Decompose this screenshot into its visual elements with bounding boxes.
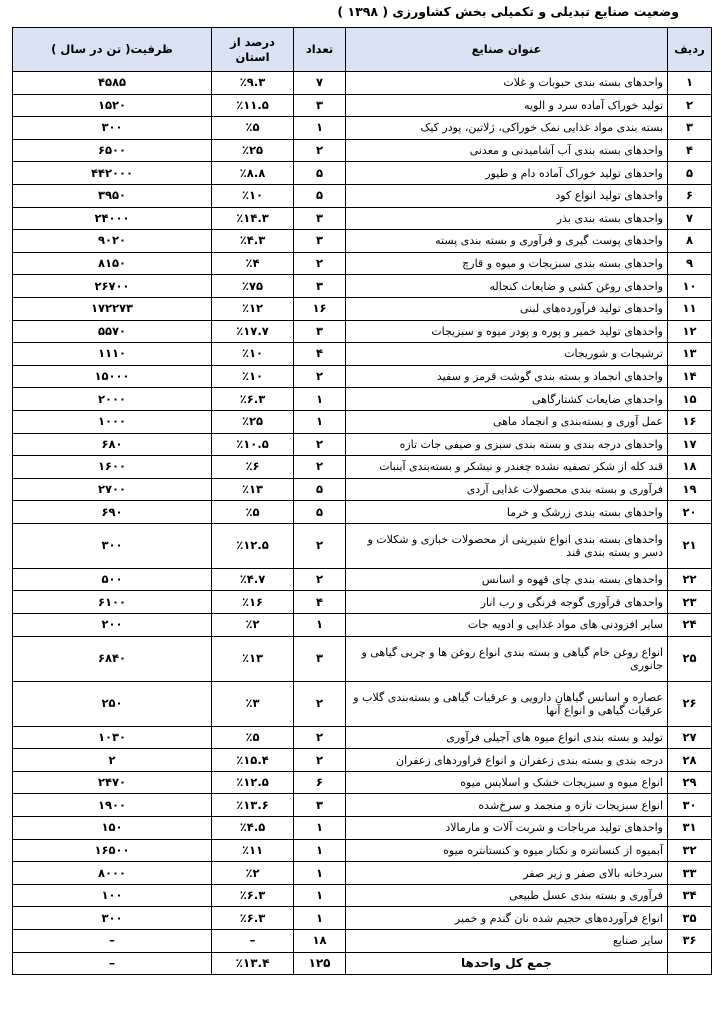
row-number-cell: ۱۹ — [668, 478, 712, 501]
percent-cell: ٪۱۲ — [212, 297, 294, 320]
count-cell: ۳ — [294, 636, 346, 681]
total-count-cell: ۱۲۵ — [294, 952, 346, 975]
table-row — [13, 884, 712, 907]
percent-cell: ٪۱۳ — [212, 636, 294, 681]
percent-cell: ٪۴ — [212, 252, 294, 275]
count-cell: ۱ — [294, 907, 346, 930]
capacity-cell: ۶۵۰۰ — [13, 139, 212, 162]
percent-cell: ٪۴.۳ — [212, 230, 294, 253]
count-cell: ۴ — [294, 591, 346, 614]
table-row — [13, 523, 712, 568]
table-row — [13, 456, 712, 479]
row-number-cell: ۳۳ — [668, 862, 712, 885]
industry-name-cell: واحدهای بسته بندی سبزیجات و میوه و قارچ — [346, 252, 668, 275]
percent-cell: ٪۶.۳ — [212, 388, 294, 411]
capacity-cell: ۳۹۵۰ — [13, 184, 212, 207]
percent-cell: ٪۵ — [212, 501, 294, 524]
industry-name-cell: واحدهای بسته بندی آب آشامیدنی و معدنی — [346, 139, 668, 162]
percent-cell: ٪۲ — [212, 614, 294, 637]
industry-name-cell: انواع روغن خام گیاهی و بسته بندی انواع روغن ها و چربی گیاهی و جانوری — [346, 636, 668, 681]
percent-cell: ٪۱۳.۶ — [212, 794, 294, 817]
capacity-cell: ۶۱۰۰ — [13, 591, 212, 614]
table-row — [13, 343, 712, 366]
table-row — [13, 230, 712, 253]
capacity-cell: ۱۷۲۲۷۳ — [13, 297, 212, 320]
count-cell: ۳ — [294, 275, 346, 298]
table-row — [13, 184, 712, 207]
capacity-cell: ۲۴۷۰ — [13, 771, 212, 794]
percent-cell: ٪۷۵ — [212, 275, 294, 298]
table-row — [13, 117, 712, 140]
industry-name-cell: ترشیجات و شوریجات — [346, 343, 668, 366]
industry-name-cell: سردخانه بالای صفر و زیر صفر — [346, 862, 668, 885]
percent-cell: ٪۱۴.۳ — [212, 207, 294, 230]
capacity-cell: ۵۰۰ — [13, 568, 212, 591]
count-cell: ۱ — [294, 410, 346, 433]
capacity-cell: ۱۰۰۰ — [13, 410, 212, 433]
row-number-cell: ۸ — [668, 230, 712, 253]
count-cell: ۲ — [294, 568, 346, 591]
total-capacity-cell: – — [13, 952, 212, 975]
count-cell: ۱ — [294, 839, 346, 862]
industry-name-cell: واحدهای بسته بندی زرشک و خرما — [346, 501, 668, 524]
header-row-number: ردیف — [668, 28, 712, 72]
table-row — [13, 388, 712, 411]
row-number-cell: ۲۱ — [668, 523, 712, 568]
table-row — [13, 930, 712, 953]
industry-name-cell: سایر افزودنی های مواد غذایی و ادویه جات — [346, 614, 668, 637]
row-number-cell: ۳۵ — [668, 907, 712, 930]
row-number-cell: ۳۴ — [668, 884, 712, 907]
capacity-cell: ۱۹۰۰ — [13, 794, 212, 817]
capacity-cell: ۸۱۵۰ — [13, 252, 212, 275]
row-number-cell: ۲۸ — [668, 749, 712, 772]
table-row — [13, 365, 712, 388]
count-cell: ۱ — [294, 884, 346, 907]
table-row — [13, 139, 712, 162]
capacity-cell: ۶۸۰ — [13, 433, 212, 456]
row-number-cell: ۱ — [668, 72, 712, 95]
table-row — [13, 862, 712, 885]
count-cell: ۳ — [294, 794, 346, 817]
count-cell: ۱ — [294, 388, 346, 411]
row-number-cell: ۱۳ — [668, 343, 712, 366]
table-row — [13, 726, 712, 749]
row-number-cell: ۳ — [668, 117, 712, 140]
count-cell: ۵ — [294, 184, 346, 207]
industry-name-cell: واحدهای تولید خمیر و پوره و پودر میوه و سبزیجات — [346, 320, 668, 343]
table-row — [13, 320, 712, 343]
count-cell: ۷ — [294, 72, 346, 95]
industry-name-cell: بسته بندی مواد غذایی نمک خوراکی، ژلاتین، پودر کیک — [346, 117, 668, 140]
row-number-cell: ۷ — [668, 207, 712, 230]
count-cell: ۲ — [294, 456, 346, 479]
capacity-cell: ۳۰۰ — [13, 117, 212, 140]
header-count: تعداد — [294, 28, 346, 72]
capacity-cell: ۱۰۳۰ — [13, 726, 212, 749]
row-number-cell: ۲۵ — [668, 636, 712, 681]
row-number-cell: ۲۶ — [668, 681, 712, 726]
percent-cell: ٪۵ — [212, 726, 294, 749]
count-cell: ۱ — [294, 117, 346, 140]
capacity-cell: ۲۵۰ — [13, 681, 212, 726]
industry-name-cell: واحدهای روغن کشی و ضایعات کنجاله — [346, 275, 668, 298]
percent-cell: ٪۱۰ — [212, 365, 294, 388]
industry-name-cell: واحدهای تولید فرآورده‌های لبنی — [346, 297, 668, 320]
count-cell: ۵ — [294, 501, 346, 524]
industry-name-cell: واحدهای درجه بندی و بسته بندی سبزی و صیفی جات تازه — [346, 433, 668, 456]
table-row — [13, 681, 712, 726]
row-number-cell: ۱۱ — [668, 297, 712, 320]
percent-cell: ٪۲۵ — [212, 410, 294, 433]
table-row — [13, 433, 712, 456]
table-row — [13, 94, 712, 117]
percent-cell: ٪۱۰ — [212, 184, 294, 207]
table-row — [13, 614, 712, 637]
percent-cell: ٪۱۷.۷ — [212, 320, 294, 343]
row-number-cell: ۲۷ — [668, 726, 712, 749]
industry-name-cell: سایر صنایع — [346, 930, 668, 953]
count-cell: ۱ — [294, 614, 346, 637]
industry-name-cell: واحدهای بسته بندی چای قهوه و اسانس — [346, 568, 668, 591]
capacity-cell: ۱۰۰ — [13, 884, 212, 907]
percent-cell: ٪۹.۳ — [212, 72, 294, 95]
table-row — [13, 410, 712, 433]
capacity-cell: ۳۰۰ — [13, 907, 212, 930]
capacity-cell: ۲۷۰۰ — [13, 478, 212, 501]
table-row — [13, 794, 712, 817]
count-cell: ۲ — [294, 252, 346, 275]
table-header-row — [13, 28, 712, 72]
percent-cell: ٪۱۰.۵ — [212, 433, 294, 456]
count-cell: ۵ — [294, 478, 346, 501]
total-row-number-cell — [668, 952, 712, 975]
table-row — [13, 771, 712, 794]
industry-name-cell: واحدهای ضایعات کشتارگاهی — [346, 388, 668, 411]
row-number-cell: ۶ — [668, 184, 712, 207]
table-row — [13, 501, 712, 524]
industries-table — [12, 27, 712, 975]
percent-cell: ٪۳ — [212, 681, 294, 726]
total-row — [13, 952, 712, 975]
table-body — [13, 72, 712, 975]
percent-cell: ٪۱۲.۵ — [212, 523, 294, 568]
industry-name-cell: واحدهای تولید مرباجات و شربت آلات و مارمالاد — [346, 817, 668, 840]
table-row — [13, 839, 712, 862]
row-number-cell: ۴ — [668, 139, 712, 162]
capacity-cell: ۲ — [13, 749, 212, 772]
industry-name-cell: واحدهای انجماد و بسته بندی گوشت قرمز و سفید — [346, 365, 668, 388]
table-row — [13, 907, 712, 930]
percent-cell: ٪۶ — [212, 456, 294, 479]
table-row — [13, 749, 712, 772]
percent-cell: ٪۱۵.۴ — [212, 749, 294, 772]
percent-cell: ٪۴.۷ — [212, 568, 294, 591]
row-number-cell: ۲۹ — [668, 771, 712, 794]
count-cell: ۳ — [294, 320, 346, 343]
row-number-cell: ۳۱ — [668, 817, 712, 840]
industry-name-cell: فرآوری و بسته بندی محصولات غذایی آردی — [346, 478, 668, 501]
row-number-cell: ۱۸ — [668, 456, 712, 479]
count-cell: ۲ — [294, 749, 346, 772]
percent-cell: – — [212, 930, 294, 953]
table-row — [13, 252, 712, 275]
capacity-cell: ۱۵۲۰ — [13, 94, 212, 117]
industry-name-cell: عمل آوری و بسته‌بندی و انجماد ماهی — [346, 410, 668, 433]
percent-cell: ٪۸.۸ — [212, 162, 294, 185]
percent-cell: ٪۶.۳ — [212, 884, 294, 907]
count-cell: ۲ — [294, 365, 346, 388]
industry-name-cell: واحدهای تولید انواع کود — [346, 184, 668, 207]
count-cell: ۴ — [294, 343, 346, 366]
row-number-cell: ۱۵ — [668, 388, 712, 411]
table-row — [13, 275, 712, 298]
percent-cell: ٪۲ — [212, 862, 294, 885]
count-cell: ۲ — [294, 523, 346, 568]
table-row — [13, 636, 712, 681]
industry-name-cell: واحدهای بسته بندی انواع شیرینی از محصولات خبازی و شکلات و دسر و بسته بندی قند — [346, 523, 668, 568]
row-number-cell: ۲۴ — [668, 614, 712, 637]
count-cell: ۲ — [294, 726, 346, 749]
count-cell: ۳ — [294, 230, 346, 253]
row-number-cell: ۲۰ — [668, 501, 712, 524]
total-label-cell: جمع کل واحدها — [346, 952, 668, 975]
capacity-cell: ۴۴۲۰۰۰ — [13, 162, 212, 185]
count-cell: ۳ — [294, 94, 346, 117]
capacity-cell: ۸۰۰۰ — [13, 862, 212, 885]
percent-cell: ٪۶.۳ — [212, 907, 294, 930]
capacity-cell: ۵۵۷۰ — [13, 320, 212, 343]
capacity-cell: ۱۶۰۰ — [13, 456, 212, 479]
table-row — [13, 478, 712, 501]
row-number-cell: ۲۲ — [668, 568, 712, 591]
industry-name-cell: انواع سبزیجات تازه و منجمد و سرخ‌شده — [346, 794, 668, 817]
row-number-cell: ۳۰ — [668, 794, 712, 817]
count-cell: ۱۶ — [294, 297, 346, 320]
industry-name-cell: انواع میوه و سبزیجات خشک و اسلایس میوه — [346, 771, 668, 794]
percent-cell: ٪۱۳ — [212, 478, 294, 501]
header-capacity: ظرفیت( تن در سال ) — [13, 28, 212, 72]
row-number-cell: ۱۲ — [668, 320, 712, 343]
capacity-cell: ۱۵۰۰۰ — [13, 365, 212, 388]
industry-name-cell: واحدهای پوست گیری و فرآوری و بسته بندی پسته — [346, 230, 668, 253]
percent-cell: ٪۱۱.۵ — [212, 94, 294, 117]
percent-cell: ٪۱۶ — [212, 591, 294, 614]
industry-name-cell: آبمیوه از کنسانتره و نکتار میوه و کنستانتره میوه — [346, 839, 668, 862]
industry-name-cell: فرآوری و بسته بندی عسل طبیعی — [346, 884, 668, 907]
capacity-cell: ۱۵۰ — [13, 817, 212, 840]
industry-name-cell: واحدهای فرآوری گوجه فرنگی و رب انار — [346, 591, 668, 614]
table-row — [13, 817, 712, 840]
capacity-cell: ۲۰۰۰ — [13, 388, 212, 411]
industry-name-cell: انواع فرآورده‌های حجیم شده نان گندم و خمیر — [346, 907, 668, 930]
industry-name-cell: درجه بندی و بسته بندی زعفران و انواع فراوردهای زعفران — [346, 749, 668, 772]
row-number-cell: ۱۴ — [668, 365, 712, 388]
capacity-cell: ۴۵۸۵ — [13, 72, 212, 95]
total-percent-cell: ٪۱۳.۴ — [212, 952, 294, 975]
capacity-cell: – — [13, 930, 212, 953]
count-cell: ۶ — [294, 771, 346, 794]
industry-name-cell: واحدهای بسته بندی بذر — [346, 207, 668, 230]
table-row — [13, 591, 712, 614]
count-cell: ۵ — [294, 162, 346, 185]
count-cell: ۲ — [294, 681, 346, 726]
industry-name-cell: تولید خوراک آماده سرد و الویه — [346, 94, 668, 117]
count-cell: ۲ — [294, 433, 346, 456]
percent-cell: ٪۴.۵ — [212, 817, 294, 840]
row-number-cell: ۳۶ — [668, 930, 712, 953]
count-cell: ۱ — [294, 862, 346, 885]
percent-cell: ٪۱۰ — [212, 343, 294, 366]
document-title: وضعیت صنایع تبدیلی و تکمیلی بخش کشاورزی ( ۱۳۹۸ ) — [337, 4, 679, 19]
percent-cell: ٪۱۲.۵ — [212, 771, 294, 794]
industry-name-cell: تولید و بسته بندی انواع میوه های آجیلی فرآوری — [346, 726, 668, 749]
header-industry-name: عنوان صنایع — [346, 28, 668, 72]
capacity-cell: ۶۸۴۰ — [13, 636, 212, 681]
industry-name-cell: عصاره و اسانس گیاهان دارویی و عرقیات گیاهی و بسته‌بندی گلاب و عرقیات گیاهی و انواع آنها — [346, 681, 668, 726]
row-number-cell: ۲۳ — [668, 591, 712, 614]
count-cell: ۲ — [294, 139, 346, 162]
table-row — [13, 297, 712, 320]
percent-cell: ٪۱۱ — [212, 839, 294, 862]
row-number-cell: ۱۶ — [668, 410, 712, 433]
industry-name-cell: واحدهای تولید خوراک آماده دام و طیور — [346, 162, 668, 185]
table-row — [13, 207, 712, 230]
capacity-cell: ۱۱۱۰ — [13, 343, 212, 366]
row-number-cell: ۱۷ — [668, 433, 712, 456]
row-number-cell: ۳۲ — [668, 839, 712, 862]
table-row — [13, 72, 712, 95]
row-number-cell: ۹ — [668, 252, 712, 275]
table-row — [13, 162, 712, 185]
industry-name-cell: واحدهای بسته بندی حبوبات و غلات — [346, 72, 668, 95]
percent-cell: ٪۲۵ — [212, 139, 294, 162]
capacity-cell: ۳۰۰ — [13, 523, 212, 568]
count-cell: ۱ — [294, 817, 346, 840]
capacity-cell: ۹۰۲۰ — [13, 230, 212, 253]
count-cell: ۱۸ — [294, 930, 346, 953]
industry-name-cell: قند کله از شکر تصفیه نشده چغندر و نیشکر و بسته‌بندی آبنبات — [346, 456, 668, 479]
count-cell: ۳ — [294, 207, 346, 230]
header-percent: درصد از استان — [212, 28, 294, 72]
capacity-cell: ۲۴۰۰۰ — [13, 207, 212, 230]
capacity-cell: ۲۶۷۰۰ — [13, 275, 212, 298]
percent-cell: ٪۵ — [212, 117, 294, 140]
table-row — [13, 568, 712, 591]
capacity-cell: ۶۹۰ — [13, 501, 212, 524]
row-number-cell: ۱۰ — [668, 275, 712, 298]
row-number-cell: ۲ — [668, 94, 712, 117]
row-number-cell: ۵ — [668, 162, 712, 185]
capacity-cell: ۲۰۰ — [13, 614, 212, 637]
capacity-cell: ۱۶۵۰۰ — [13, 839, 212, 862]
